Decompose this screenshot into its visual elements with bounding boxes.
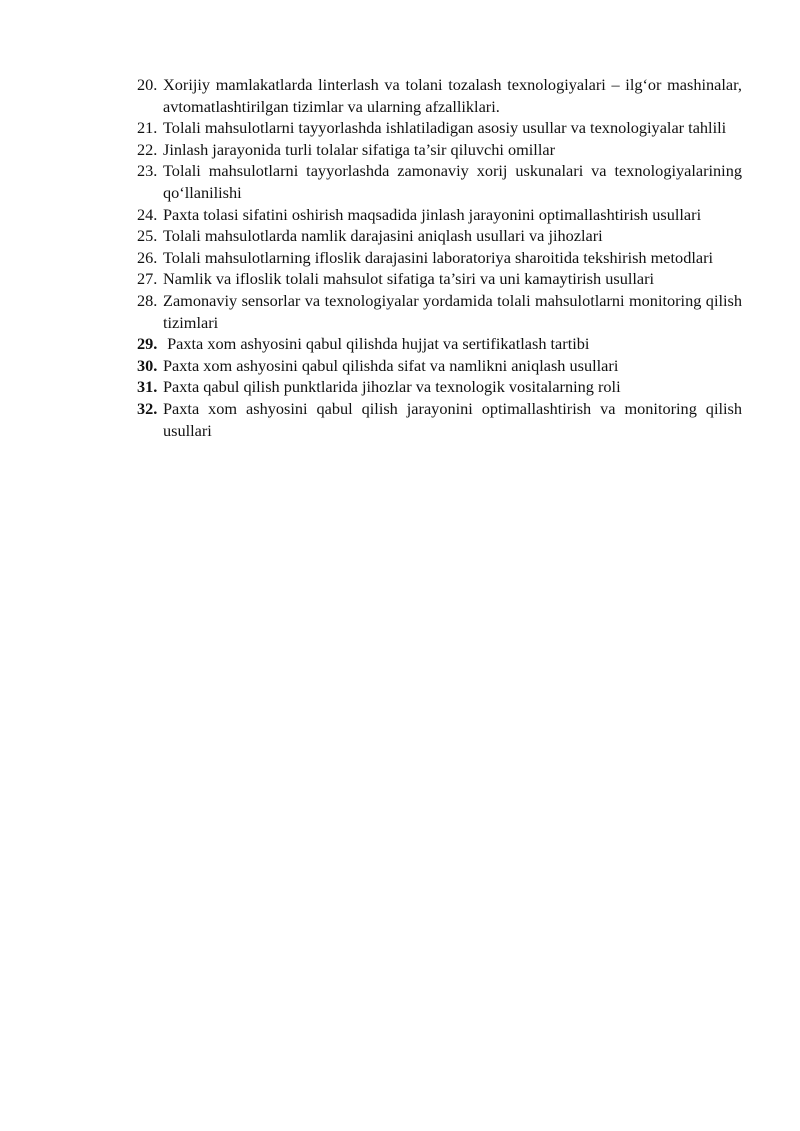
item-number: 27. bbox=[137, 269, 158, 289]
item-number: 30. bbox=[137, 355, 158, 375]
item-number: 25. bbox=[137, 226, 158, 246]
item-number: 24. bbox=[137, 204, 158, 224]
list-item bbox=[137, 268, 742, 290]
list-item bbox=[137, 355, 742, 377]
item-number: 32. bbox=[137, 398, 158, 418]
list-item bbox=[137, 204, 742, 226]
list-item bbox=[137, 398, 742, 441]
item-number: 29. bbox=[137, 334, 158, 354]
item-text: Tolali mahsulotlarda namlik darajasini aniqlash usullari va jihozlari bbox=[163, 226, 603, 246]
item-text: Zamonaviy sensorlar va texnologiyalar yordamida tolali mahsulotlarni monitoring qilish tizimlari bbox=[163, 290, 742, 332]
list-item bbox=[137, 139, 742, 161]
list-item bbox=[137, 74, 742, 117]
item-text: Namlik va ifloslik tolali mahsulot sifatiga ta’siri va uni kamaytirish usullari bbox=[163, 269, 655, 289]
item-text: Paxta xom ashyosini qabul qilishda hujjat va sertifikatlash tartibi bbox=[163, 334, 590, 354]
list-item bbox=[137, 247, 742, 269]
item-text: Tolali mahsulotlarni tayyorlashda zamonaviy xorij uskunalari va texnologiyalarining qo‘llanilishi bbox=[163, 161, 742, 202]
item-text: Paxta xom ashyosini qabul qilishda sifat va namlikni aniqlash usullari bbox=[163, 355, 619, 375]
list-item bbox=[137, 225, 742, 247]
item-number: 20. bbox=[137, 75, 158, 94]
list-item bbox=[137, 290, 742, 333]
item-number: 28. bbox=[137, 290, 158, 310]
item-text: Tolali mahsulotlarni tayyorlashda ishlatiladigan asosiy usullar va texnologiyalar tahlili bbox=[163, 118, 727, 138]
item-text: Paxta xom ashyosini qabul qilish jarayonini optimallashtirish va monitoring qilish usullari bbox=[163, 398, 742, 440]
item-text: Xorijiy mamlakatlarda linterlash va tolani tozalash texnologiyalari – ilg‘or mashinalar, avtomatlashtirilgan tizimlar va ularning afzalliklari. bbox=[163, 75, 742, 116]
item-text: Paxta tolasi sifatini oshirish maqsadida jinlash jarayonini optimallashtirish usullari bbox=[163, 204, 702, 224]
item-text: Jinlash jarayonida turli tolalar sifatiga ta’sir qiluvchi omillar bbox=[163, 139, 556, 159]
item-number: 31. bbox=[137, 377, 158, 397]
item-number: 21. bbox=[137, 118, 158, 138]
list-item bbox=[137, 376, 742, 398]
item-number: 23. bbox=[137, 161, 158, 181]
item-number: 22. bbox=[137, 139, 158, 159]
item-number: 26. bbox=[137, 247, 158, 267]
list-item bbox=[137, 333, 742, 355]
item-text: Paxta qabul qilish punktlarida jihozlar va texnologik vositalarning roli bbox=[163, 377, 621, 397]
item-text: Tolali mahsulotlarning ifloslik darajasini laboratoriya sharoitida tekshirish metodlari bbox=[163, 247, 714, 267]
list-item bbox=[137, 160, 742, 203]
list-item bbox=[137, 117, 742, 139]
topic-list bbox=[137, 74, 742, 441]
